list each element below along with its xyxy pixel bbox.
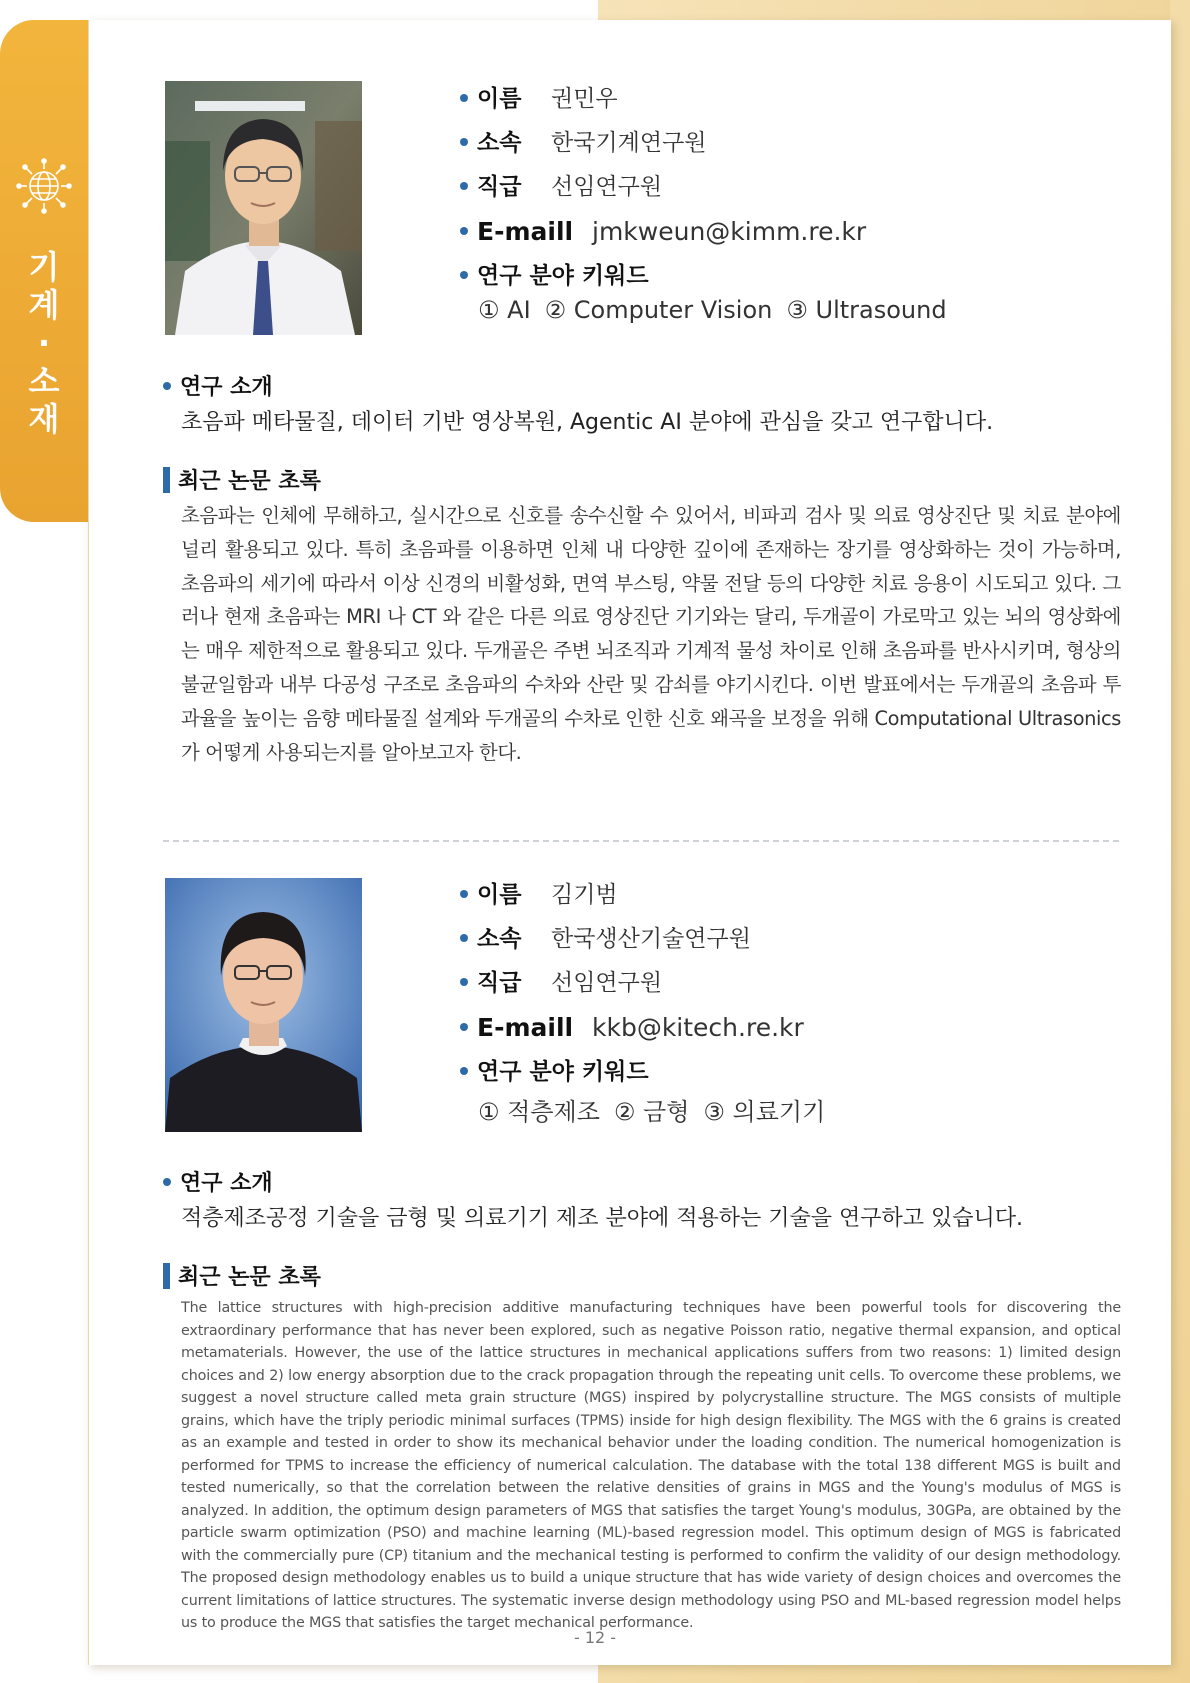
section-divider bbox=[163, 840, 1119, 842]
page-number: - 12 - bbox=[573, 1628, 617, 1647]
email-row bbox=[460, 1011, 804, 1045]
position-row bbox=[460, 170, 663, 204]
abstract-text: The lattice structures with high-precision additive manufacturing techniques have been powerful tools for discovering the extraordinary performance that has never been explored, such as negative Poisson ratio, negative thermal expansion, and optical metamaterials. However, the use of the lattice structures in mechanical applications suffers from two reasons: 1) limited design choices and 2) low energy absorption due to the crack propagation through the repeating unit cells. To overcome these problems, we suggest a novel structure called meta grain structure (MGS) inspired by polycrystalline structure. The MGS consists of multiple grains, which have the triply periodic minimal surfaces (TPMS) inside for high design flexibility. The MGS with the 6 grains is created as an example and tested in order to show its mechanical behavior under the loading condition. The numerical homogenization is performed for TPMS to increase the efficiency of numerical calculation. The database with the total 138 different MGS is built and tested numerically, so that the correlation between the relative densities of grains in MGS and the Young's modulus of MGS is analyzed. In addition, the optimum design parameters of MGS that satisfies the target Young's modulus, 30GPa, are obtained by the particle swarm optimization (PSO) and machine learning (ML)-based regression model. This optimum design of MGS is fabricated with the commercially pure (CP) titanium and the mechanical testing is performed to confirm the validity of our design methodology. The proposed design methodology enables us to build a unique structure that has wide variety of design choices and overcomes the current limitations of lattice structures. The systematic inverse design methodology using PSO and ML-based regression model helps us to produce the MGS that satisfies the target mechanical performance. bbox=[181, 1300, 1121, 1631]
name-row bbox=[460, 878, 618, 912]
decorative-bottom-band bbox=[598, 1665, 1190, 1683]
position-value: 선임연구원 bbox=[551, 174, 663, 200]
email-value[interactable]: jmkweun@kimm.re.kr bbox=[592, 217, 867, 246]
abstract-heading: 최근 논문 초록 bbox=[163, 464, 321, 495]
name-row bbox=[460, 82, 618, 116]
keywords-label: 연구 분야 키워드 bbox=[477, 1059, 649, 1085]
email-row bbox=[460, 215, 867, 249]
affiliation-label: 소속 bbox=[477, 130, 522, 156]
bullet-icon bbox=[163, 382, 171, 390]
keywords-label: 연구 분야 키워드 bbox=[477, 263, 649, 289]
keywords-row bbox=[460, 1055, 649, 1089]
researcher-photo bbox=[165, 81, 362, 335]
position-value: 선임연구원 bbox=[551, 970, 663, 996]
keyword-item: ② Computer Vision bbox=[544, 296, 773, 324]
keywords-list bbox=[478, 296, 961, 324]
affiliation-label: 소속 bbox=[477, 926, 522, 952]
intro-heading: 연구 소개 bbox=[163, 370, 273, 401]
intro-text: 적층제조공정 기술을 금형 및 의료기기 제조 분야에 적용하는 기술을 연구하고 있습니다. bbox=[181, 1206, 1023, 1231]
keyword-item: ② 금형 bbox=[613, 1098, 690, 1126]
affiliation-value: 한국생산기술연구원 bbox=[551, 926, 751, 952]
affiliation-row bbox=[460, 126, 707, 160]
name-value: 권민우 bbox=[551, 86, 618, 112]
abstract-text: 초음파는 인체에 무해하고, 실시간으로 신호를 송수신할 수 있어서, 비파괴 검사 및 의료 영상진단 및 치료 분야에 널리 활용되고 있다. 특히 초음파를 이용하면 인체 내 다양한 깊이에 존재하는 장기를 영상화하는 것이 가능하며, 초음파의 세기에 따라서 이상 신경의 비활성화, 면역 부스팅, 약물 전달 등의 다양한 치료 응용이 시도되고 있다. 그러나 현재 초음파는 MRI 나 CT 와 같은 다른 의료 영상진단 기기와는 달리, 두개골이 가로막고 있는 뇌의 영상화에는 매우 제한적으로 활용되고 있다. 두개골은 주변 뇌조직과 기계적 물성 차이로 인해 초음파를 반사시키며, 형상의 불균일함과 내부 다공성 구조로 초음파의 수차와 산란 및 감쇠를 야기시킨다. 이번 발표에서는 두개골의 초음파 투과율을 높이는 음향 메타물질 설계와 두개골의 수차로 인한 신호 왜곡을 보정을 위해 Computational Ultrasonics 가 어떻게 사용되는지를 알아보고자 한다. bbox=[181, 504, 1121, 764]
keyword-item: ③ Ultrasound bbox=[786, 296, 947, 324]
section-label: 기 계 · 소 재 bbox=[28, 248, 60, 438]
bullet-icon bbox=[460, 1023, 468, 1031]
email-value[interactable]: kkb@kitech.re.kr bbox=[592, 1013, 804, 1042]
bullet-icon bbox=[460, 271, 468, 279]
heading-bar bbox=[163, 467, 170, 493]
bullet-icon bbox=[460, 1067, 468, 1075]
heading-bar bbox=[163, 1263, 170, 1289]
position-label: 직급 bbox=[477, 174, 522, 200]
decorative-right-strip bbox=[1170, 0, 1190, 1683]
bullet-icon bbox=[460, 94, 468, 102]
decorative-top-band bbox=[598, 0, 1190, 22]
bullet-icon bbox=[163, 1178, 171, 1186]
bullet-icon bbox=[460, 227, 468, 235]
section-side-tab bbox=[0, 20, 88, 522]
bullet-icon bbox=[460, 934, 468, 942]
intro-text: 초음파 메타물질, 데이터 기반 영상복원, Agentic AI 분야에 관심을 갖고 연구합니다. bbox=[181, 410, 994, 435]
affiliation-value: 한국기계연구원 bbox=[551, 130, 707, 156]
position-row bbox=[460, 966, 663, 1000]
keywords-list bbox=[478, 1092, 839, 1127]
researcher-photo bbox=[165, 878, 362, 1132]
bullet-icon bbox=[460, 138, 468, 146]
name-label: 이름 bbox=[477, 86, 522, 112]
email-label: E-maill bbox=[477, 1013, 574, 1042]
intro-heading: 연구 소개 bbox=[163, 1166, 273, 1197]
keyword-item: ① AI bbox=[478, 296, 531, 324]
position-label: 직급 bbox=[477, 970, 522, 996]
name-value: 김기범 bbox=[551, 882, 618, 908]
affiliation-row bbox=[460, 922, 751, 956]
bullet-icon bbox=[460, 890, 468, 898]
bullet-icon bbox=[460, 182, 468, 190]
globe-network-icon bbox=[16, 158, 72, 214]
bullet-icon bbox=[460, 978, 468, 986]
keywords-row bbox=[460, 259, 649, 293]
keyword-item: ③ 의료기기 bbox=[703, 1098, 826, 1126]
email-label: E-maill bbox=[477, 217, 574, 246]
abstract-heading: 최근 논문 초록 bbox=[163, 1260, 321, 1291]
keyword-item: ① 적층제조 bbox=[478, 1098, 600, 1126]
name-label: 이름 bbox=[477, 882, 522, 908]
